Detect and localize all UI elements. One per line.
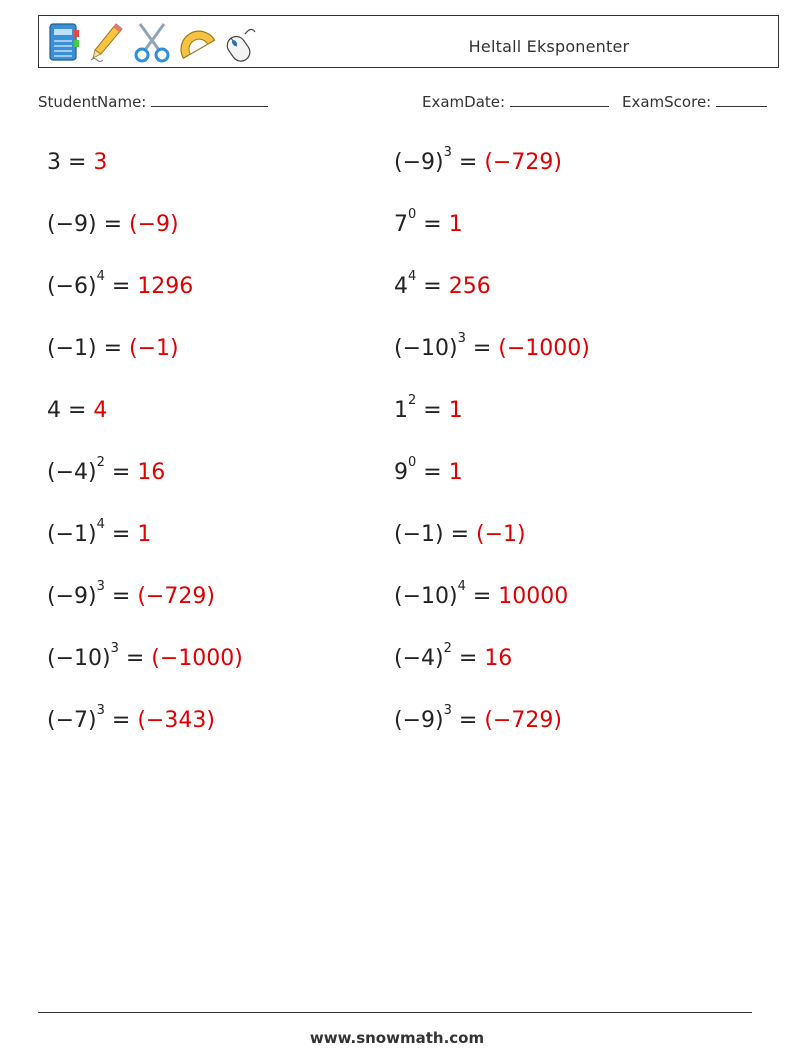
problem-item: 3 = 3 <box>47 150 108 175</box>
problem-item: (−9) = (−9) <box>47 212 179 237</box>
problem-base: (−10) <box>394 584 458 609</box>
exam-score-label: ExamScore: <box>622 93 712 111</box>
problem-base: 7 <box>394 212 408 237</box>
exam-date-line[interactable] <box>510 93 609 107</box>
problem-item: $(-10)^3 = (-1000)$ <box>47 641 243 671</box>
problem-exponent: 3 <box>110 641 119 656</box>
problem-exponent: 4 <box>408 269 417 284</box>
problem-item: 4 = 4 <box>47 398 108 423</box>
problem-exponent: 3 <box>96 703 105 718</box>
problem-base: (−1) <box>47 336 97 361</box>
problem-answer: 3 <box>93 150 108 175</box>
problem-answer: 16 <box>137 460 166 485</box>
problem-exponent: 2 <box>96 455 105 470</box>
problem-exponent: 2 <box>443 641 452 656</box>
exam-date-label: ExamDate: <box>422 93 506 111</box>
problem-exponent: 4 <box>457 579 466 594</box>
problem-answer: (−9) <box>129 212 179 237</box>
problem-base: (−1) <box>394 522 444 547</box>
problem-item: $(-9)^3 = (-729)$ <box>47 579 215 609</box>
problem-answer: 1 <box>448 212 463 237</box>
problem-answer: (−1) <box>129 336 179 361</box>
problem-base: (−6) <box>47 274 97 299</box>
problem-answer: (−1000) <box>151 646 243 671</box>
problem-item: $(-6)^4 = 1296$ <box>47 269 194 299</box>
problem-exponent: 0 <box>408 207 417 222</box>
problem-base: (−10) <box>47 646 111 671</box>
problem-answer: (−1000) <box>498 336 590 361</box>
problem-item: $(-1)^4 = 1$ <box>47 517 152 547</box>
problem-item: $9^0 = 1$ <box>394 455 463 485</box>
problem-exponent: 0 <box>408 455 417 470</box>
exam-score-line[interactable] <box>716 93 767 107</box>
problem-base: (−10) <box>394 336 458 361</box>
problem-answer: 1 <box>448 460 463 485</box>
problem-exponent: 3 <box>96 579 105 594</box>
problem-base: (−9) <box>47 212 97 237</box>
problem-answer: (−343) <box>137 708 215 733</box>
footer-website: www.snowmath.com <box>309 1029 485 1047</box>
problem-base: (−4) <box>394 646 444 671</box>
problem-exponent: 3 <box>443 703 452 718</box>
problem-base: 4 <box>394 274 408 299</box>
problem-exponent: 3 <box>457 331 466 346</box>
problem-item: $(-10)^4 = 10000$ <box>394 579 569 609</box>
problem-answer: 1 <box>137 522 152 547</box>
problem-answer: 4 <box>93 398 108 423</box>
problem-item: $(-4)^2 = 16$ <box>394 641 513 671</box>
problem-base: (−9) <box>47 584 97 609</box>
problem-item: $4^4 = 256$ <box>394 269 491 299</box>
problem-exponent: 2 <box>408 393 417 408</box>
problem-base: 1 <box>394 398 408 423</box>
student-name-label: StudentName: <box>38 93 147 111</box>
problem-item: $(-10)^3 = (-1000)$ <box>394 331 590 361</box>
problem-base: (−7) <box>47 708 97 733</box>
problem-base: 3 <box>47 150 61 175</box>
problem-exponent: 3 <box>443 145 452 160</box>
problem-exponent: 4 <box>96 517 105 532</box>
problem-item: (−1) = (−1) <box>47 336 179 361</box>
problem-answer: (−729) <box>137 584 215 609</box>
problem-base: 4 <box>47 398 61 423</box>
problem-answer: (−729) <box>484 708 562 733</box>
problem-item: $1^2 = 1$ <box>394 393 463 423</box>
problem-item: $(-7)^3 = (-343)$ <box>47 703 215 733</box>
problem-answer: 1296 <box>137 274 194 299</box>
problem-item: $(-4)^2 = 16$ <box>47 455 166 485</box>
problem-answer: (−729) <box>484 150 562 175</box>
worksheet-title: Heltall Eksponenter <box>468 37 630 56</box>
problem-answer: (−1) <box>476 522 526 547</box>
problem-exponent: 4 <box>96 269 105 284</box>
worksheet-header <box>38 15 779 68</box>
problem-base: (−1) <box>47 522 97 547</box>
problem-item: $7^0 = 1$ <box>394 207 463 237</box>
student-name-field <box>38 93 268 111</box>
problem-base: 9 <box>394 460 408 485</box>
problem-item: $(-9)^3 = (-729)$ <box>394 145 562 175</box>
exam-date-field <box>422 93 609 111</box>
problem-base: (−9) <box>394 708 444 733</box>
problem-answer: 10000 <box>498 584 569 609</box>
exam-score-field <box>622 93 767 111</box>
problem-answer: 16 <box>484 646 513 671</box>
problem-item: $(-9)^3 = (-729)$ <box>394 703 562 733</box>
student-name-line[interactable] <box>151 93 268 107</box>
problem-base: (−4) <box>47 460 97 485</box>
problem-answer: 1 <box>448 398 463 423</box>
problem-base: (−9) <box>394 150 444 175</box>
problem-item: (−1) = (−1) <box>394 522 526 547</box>
problem-answer: 256 <box>448 274 491 299</box>
footer-divider <box>38 1012 752 1013</box>
